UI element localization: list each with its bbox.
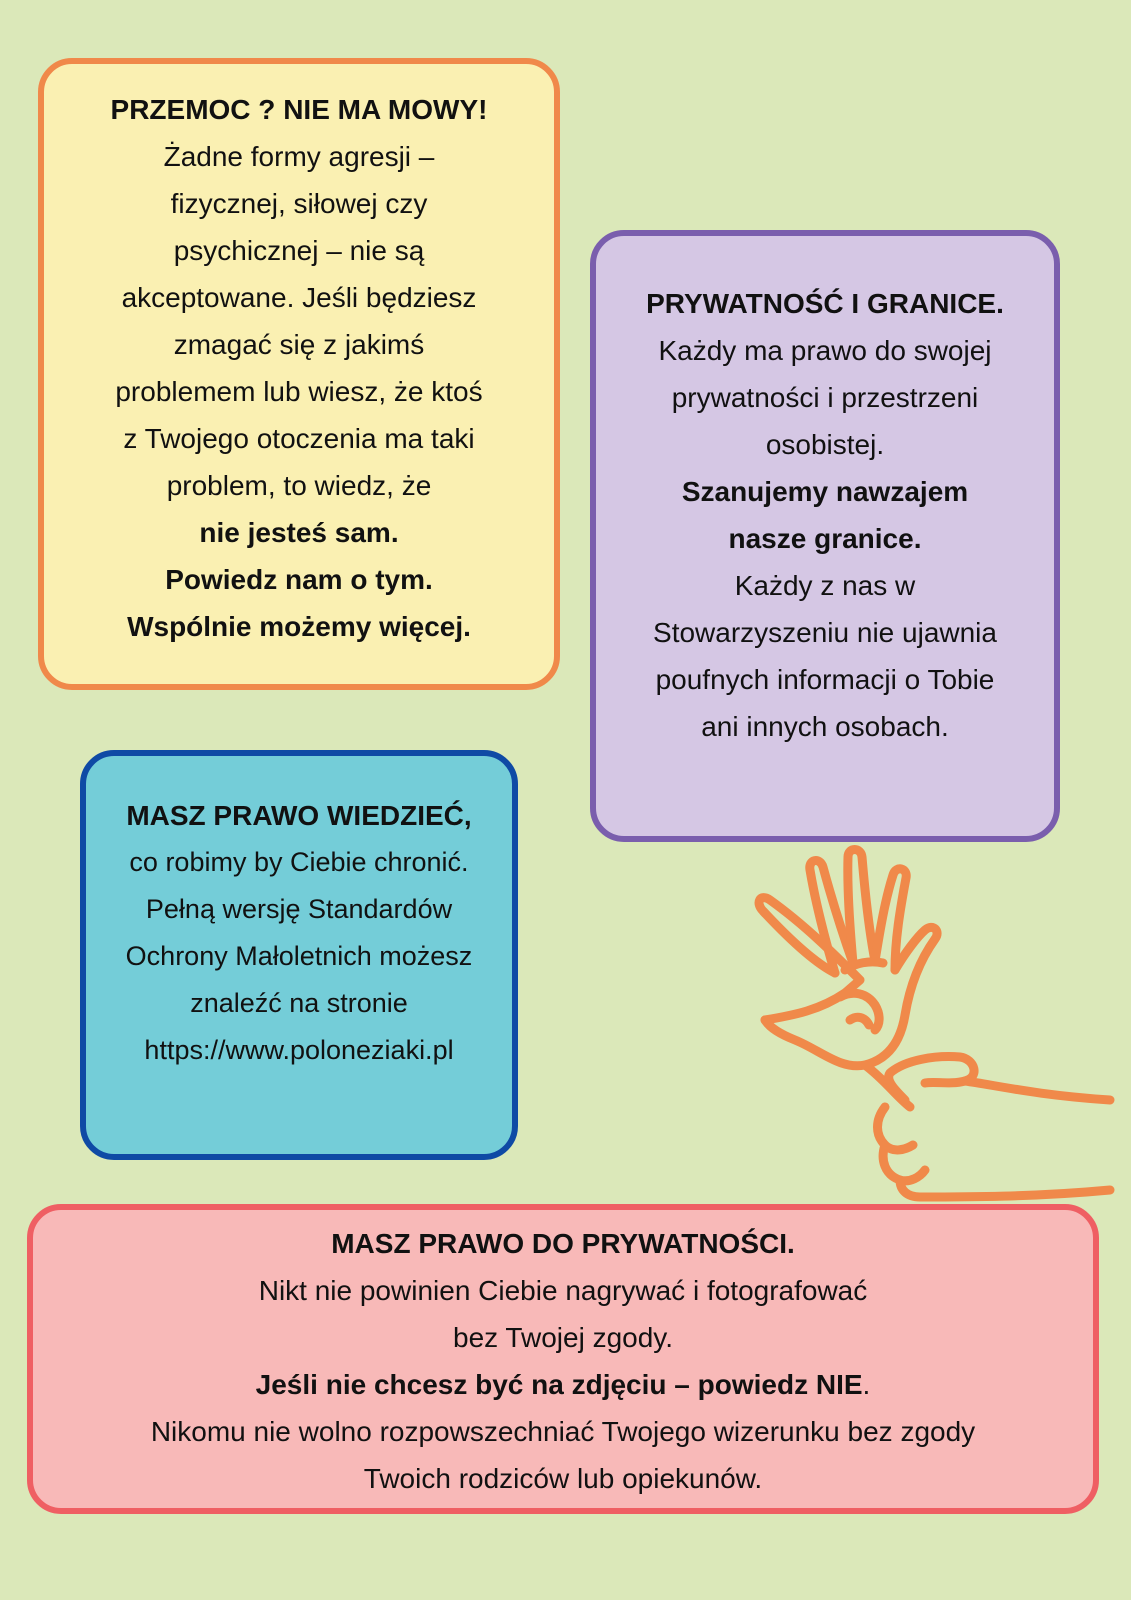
violence-bold-line: Powiedz nam o tym. xyxy=(165,564,433,595)
right-to-privacy-bold-row xyxy=(33,1361,1093,1408)
right-to-privacy-title: MASZ PRAWO DO PRYWATNOŚCI. xyxy=(331,1228,795,1259)
violence-title: PRZEMOC ? NIE MA MOWY! xyxy=(110,94,488,125)
right-to-privacy-bold-suffix: . xyxy=(862,1369,871,1400)
right-to-know-title: MASZ PRAWO WIEDZIEĆ, xyxy=(126,800,472,831)
right-to-know-line: co robimy by Ciebie chronić. xyxy=(129,847,469,877)
right-to-privacy-line: Nikt nie powinien Ciebie nagrywać i fotografować xyxy=(258,1275,868,1306)
hand-icon xyxy=(735,845,1115,1205)
privacy-limits-line: ani innych osobach. xyxy=(701,711,949,742)
privacy-limits-card xyxy=(590,230,1060,842)
right-to-privacy-line: bez Twojej zgody. xyxy=(453,1322,673,1353)
right-to-privacy-bold-line: Jeśli nie chcesz być na zdjęciu – powiedz NIE xyxy=(255,1369,863,1400)
privacy-limits-line: osobistej. xyxy=(765,429,885,460)
right-to-know-line: Ochrony Małoletnich możesz xyxy=(125,941,473,971)
violence-line: z Twojego otoczenia ma taki xyxy=(123,423,475,454)
violence-line: psychicznej – nie są xyxy=(173,235,425,266)
privacy-limits-line: Stowarzyszeniu nie ujawnia xyxy=(653,617,997,648)
violence-bold-line: Wspólnie możemy więcej. xyxy=(127,611,471,642)
violence-line: problemem lub wiesz, że ktoś xyxy=(115,376,483,407)
right-to-privacy-line: Nikomu nie wolno rozpowszechniać Twojego wizerunku bez zgody xyxy=(150,1416,976,1447)
privacy-limits-line: poufnych informacji o Tobie xyxy=(655,664,995,695)
website-link[interactable]: https://www.poloneziaki.pl xyxy=(144,1035,454,1065)
privacy-limits-bold-line: Szanujemy nawzajem xyxy=(681,476,969,507)
privacy-limits-line: prywatności i przestrzeni xyxy=(671,382,979,413)
violence-line: Żadne formy agresji – xyxy=(163,141,435,172)
right-to-privacy-card xyxy=(27,1204,1099,1514)
violence-line: zmagać się z jakimś xyxy=(173,329,425,360)
right-to-know-line: Pełną wersję Standardów xyxy=(145,894,453,924)
right-to-know-line: znaleźć na stronie xyxy=(190,988,408,1018)
privacy-limits-line: Każdy ma prawo do swojej xyxy=(658,335,992,366)
privacy-limits-title: PRYWATNOŚĆ I GRANICE. xyxy=(646,288,1004,319)
right-to-know-card xyxy=(80,750,518,1160)
privacy-limits-line: Każdy z nas w xyxy=(734,570,916,601)
right-to-privacy-line: Twoich rodziców lub opiekunów. xyxy=(363,1463,763,1494)
violence-line: problem, to wiedz, że xyxy=(166,470,432,501)
violence-card xyxy=(38,58,560,690)
privacy-limits-bold-line: nasze granice. xyxy=(728,523,922,554)
violence-line: akceptowane. Jeśli będziesz xyxy=(121,282,477,313)
violence-bold-line: nie jesteś sam. xyxy=(199,517,399,548)
violence-line: fizycznej, siłowej czy xyxy=(170,188,428,219)
